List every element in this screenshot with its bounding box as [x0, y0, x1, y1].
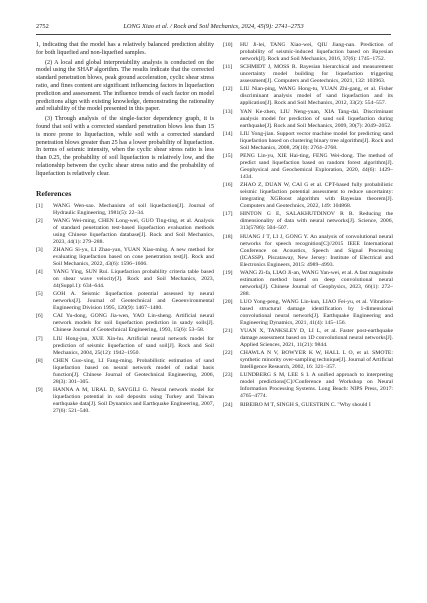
- reference-number: [11]: [223, 64, 233, 71]
- reference-text: CAI Yu-dong, GONG Jia-wen, YAO Lin-sheng. Artificial neural network models for soil liquefaction prediction in sandy soils[J]. Chinese Journal of Geotechnical Engineering, 1993, 15(6): 53–58.: [53, 313, 214, 334]
- reference-item: [223, 350, 393, 371]
- reference-text: GOH A. Seismic liquefaction potential assessed by neural networks[J]. Journal of Geotechnical and Geoenvironmental Engineering Division 1995, 120(9): 1467–1480.: [53, 291, 214, 312]
- reference-item: [36, 313, 214, 334]
- body-paragraph: (3) Through analysis of the single-factor dependency graph, it is found that soil with a corrected standard penetration blows less than 15 is more prone to liquefaction, while soil with a corrected standard penetration blows greater than 25 has a lower probability of liquefaction. In terms of seismic intensity, when the cyclic shear stress ratio is less than 0.25, the probability of soil liquefaction is relatively low, and the relationship between the cyclic shear stress ratio and the probability of liquefaction is relatively clear.: [36, 116, 214, 177]
- reference-item: [223, 211, 393, 232]
- reference-number: [4]: [36, 269, 43, 276]
- reference-number: [8]: [36, 357, 43, 364]
- journal-citation: LONG Xiao et al. / Rock and Soil Mechanics, 2024, 45(9): 2741–2753: [123, 23, 304, 30]
- reference-text: LUNDBERG S M, LEE S I. A unified approach to interpreting model predictions[C]//Conference and Workshop on Neural Information Processing Systems. Long Beach: NIPS Press, 2017: 4765–4774.: [240, 372, 393, 400]
- reference-text: LUO Yong-peng, WANG Lin-kun, LIAO Fei-yu, et al. Vibration-based structural damage identification by 1-dimensional convolutional neural network[J]. Earthquake Engineering and Engineering Dynamics, 2021, 41(4): 145–156.: [240, 298, 393, 326]
- reference-text: WANG Wen-sao. Mechanism of soil liquefaction[J]. Journal of Hydraulic Engineering, 1981(5): 22–34.: [53, 202, 214, 216]
- reference-item: [223, 182, 393, 210]
- reference-item: [223, 42, 393, 63]
- page-number: 2752: [36, 23, 49, 30]
- reference-text: LIU Nian-ping, WANG Hong-tu, YUAN Zhi-gang, et al. Fisher discriminant analysis model of sand liquefaction and its application[J]. Rock and Soil Mechanics, 2012, 33(2): 554–557.: [240, 86, 393, 107]
- reference-list-right: [223, 42, 393, 409]
- reference-number: [3]: [36, 246, 43, 253]
- reference-number: [13]: [223, 108, 233, 115]
- reference-item: [223, 153, 393, 181]
- reference-item: [223, 299, 393, 327]
- reference-item: [223, 402, 393, 409]
- reference-text: LIU Yong-jian. Support vector machine model for predicting sand liquefaction based on clustering binary tree algorithm[J]. Rock and Soil Mechanics, 2008, 29(10): 2764–2768.: [240, 130, 393, 151]
- reference-item: [223, 86, 393, 107]
- reference-number: [23]: [223, 372, 233, 379]
- reference-number: [7]: [36, 335, 43, 342]
- reference-item: [223, 109, 393, 130]
- reference-number: [18]: [223, 233, 233, 240]
- reference-text: ZHAO Z, DUAN W, CAI G et al. CPT-based fully probabilistic seismic liquefaction potential assessment to reduce uncertainty: integrating XGBoost algorithm with Bayesian theorem[J]. Computers and Geotechnics, 2022, 149: 104868.: [240, 182, 393, 210]
- reference-item: [36, 247, 214, 268]
- running-header: [36, 20, 391, 35]
- reference-item: [36, 218, 214, 246]
- reference-item: [36, 291, 214, 312]
- reference-text: HU Ji-lei, TANG Xiao-wei, QIU Jiang-nan. Prediction of probability of seismic-induced liquefaction based on Bayesian network[J]. Rock and Soil Mechanics, 2016, 37(6): 1745–1752.: [240, 42, 393, 62]
- reference-number: [14]: [223, 130, 233, 137]
- right-column: [223, 42, 393, 410]
- body-paragraph: 1, indicating that the model has a relatively balanced prediction ability for both liquefied and non-liquefied samples.: [36, 42, 214, 56]
- reference-text: HANNA A M, URAL D, SAYGILI G. Neural network model for liquefaction potential in soil deposits using Turkey and Taiwan earthquake data[J]. Soil Dynamics and Earthquake Engineering, 2007, 27(6): 521–540.: [53, 387, 214, 415]
- reference-number: [5]: [36, 291, 43, 298]
- reference-number: [10]: [223, 42, 233, 48]
- reference-number: [16]: [223, 182, 233, 189]
- reference-item: [36, 269, 214, 290]
- reference-text: YAN Ke-zhen, LIU Neng-yuan, XIA Tang-dai. Discriminant analysis model for prediction of sand soil liquefaction during earthquake[J]. Rock and Soil Mechanics, 2009, 30(7): 2049–2052.: [240, 108, 393, 129]
- reference-item: [223, 270, 393, 298]
- reference-text: WANG Zi-fa, LIAO Ji-an, WANG Yan-wei, et al. A fast magnitude estimation method based on deep convolutional neural networks[J]. Chinese Journal of Geophysics, 2023, 66(1): 272–288.: [240, 269, 393, 297]
- reference-number: [1]: [36, 202, 43, 209]
- reference-number: [6]: [36, 313, 43, 320]
- reference-item: [223, 234, 393, 269]
- reference-item: [36, 336, 214, 357]
- reference-text: SCHMIDT J, MOSS R. Bayesian hierarchical and measurement uncertainty model building for liquefaction triggering assessment[J]. Computers and Geotechnics, 2021, 132: 103963.: [240, 64, 393, 85]
- reference-number: [15]: [223, 152, 233, 159]
- body-paragraph: (2) A local and global interpretability analysis is conducted on the model using the SHAP algorithm. The results indicate that the corrected standard penetration blows, peak ground acceleration, cyclic shear stress ratio, and fines content are significant influencing factors in liquefaction prediction and assessment. The influence trends of each factor on model predictions align with existing knowledge, demonstrating the rationality and reliability of the model presented in this paper.: [36, 59, 214, 113]
- reference-item: [36, 358, 214, 386]
- reference-number: [22]: [223, 350, 233, 357]
- reference-text: ZHANG Si-yu, LI Zhao-yan, YUAN Xiao-ming. A new method for evaluating liquefaction based on cone penetration test[J]. Rock and Soil Mechanics, 2022, 43(6): 1596–1606.: [53, 246, 214, 267]
- reference-number: [21]: [223, 328, 233, 335]
- reference-text: LIU Hong-jun, XUE Xin-hu. Artificial neural network model for prediction of seismic liquefaction of sand soil[J]. Rock and Soil Mechanics, 2004, 25(12): 1942–1950.: [53, 335, 214, 356]
- references-heading: References: [36, 188, 72, 198]
- reference-item: [36, 387, 214, 415]
- reference-list-left: [36, 203, 214, 416]
- reference-item: [223, 328, 393, 349]
- reference-number: [20]: [223, 298, 233, 305]
- reference-text: HINTON G E, SALAKHUTDINOV R R. Reducing the dimensionality of data with neural networks[J]. Science, 2006, 313(5786): 504–507.: [240, 211, 393, 232]
- reference-number: [19]: [223, 269, 233, 276]
- reference-text: YANG Ying, SUN Rui. Liquefaction probability criteria table based on shear wave velocity[J]. Rock and Soil Mechanics, 2023, 44(Suppl.1): 634–644.: [53, 269, 214, 290]
- reference-number: [24]: [223, 401, 233, 408]
- reference-item: [223, 64, 393, 85]
- reference-text: HUANG J T, LI J, GONG Y. An analysis of convolutional neural networks for speech recognition[C]//2015 IEEE International Conference on Acoustics, Speech and Signal Processing (ICASSP). Piscataway, New Jersey: Institute of Electrical and Electronics Engineers, 2015: 4989–4993.: [240, 233, 393, 268]
- reference-number: [9]: [36, 387, 43, 394]
- reference-item: [223, 372, 393, 400]
- reference-text: PENG Lin-yu, XIE Hai-ting, FENG Wei-dong. The method of predict sand liquefaction based on random forest algorithm[J]. Geophysical and Geochemical Exploration, 2020, 44(6): 1429–1434.: [240, 152, 393, 180]
- reference-number: [2]: [36, 217, 43, 224]
- left-column: [36, 42, 214, 416]
- reference-text: CHEN Guo-xing, LI Fang-ming. Probabilistic estimation of sand liquefaction based on neural network model of radial basis function[J]. Chinese Journal of Geotechnical Engineering, 2006, 28(3): 301–305.: [53, 357, 214, 385]
- reference-text: YUAN X, TANKSLEY D, LI L, et al. Faster post-earthquake damage assessment based on 1D convolutional neural networks[J]. Applied Sciences, 2021, 11(21): 9844.: [240, 328, 393, 349]
- reference-text: RIBEIRO M T, SINGH S, GUESTRIN C. "Why should I: [240, 401, 371, 408]
- reference-text: CHAWLA N V, BOWYER K W, HALL L O, et al. SMOTE: synthetic minority over-sampling technique[J]. Journal of Artificial Intelligence Research, 2002, 16: 321–357.: [240, 350, 393, 371]
- reference-item: [223, 131, 393, 152]
- reference-number: [17]: [223, 211, 233, 218]
- reference-item: [36, 203, 214, 217]
- reference-text: WANG Wei-ming, CHEN Long-wei, GUO Ting-ting, et al. Analysis of standard penetration test-based liquefaction evaluation methods using Chinese liquefaction database[J]. Rock and Soil Mechanics, 2023, 44(1): 279–288.: [53, 217, 214, 245]
- reference-number: [12]: [223, 86, 233, 93]
